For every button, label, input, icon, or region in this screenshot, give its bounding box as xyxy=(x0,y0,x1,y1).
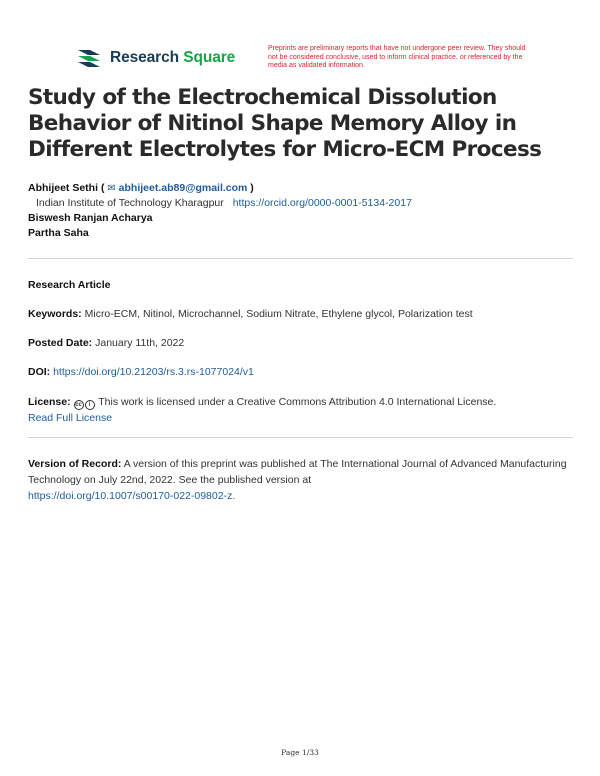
posted-date-label: Posted Date: xyxy=(28,337,93,349)
logo-text xyxy=(110,49,235,67)
affiliation: Indian Institute of Technology Kharagpur xyxy=(36,197,224,209)
logo-research: Research xyxy=(110,49,179,66)
first-author-line: Abhijeet Sethi ( ✉ abhijeet.ab89@gmail.com ) xyxy=(28,182,254,194)
article-type-label: Research Article xyxy=(28,279,111,291)
doi-link[interactable]: https://doi.org/10.21203/rs.3.rs-1077024/v1 xyxy=(53,366,254,378)
first-author-name[interactable]: Abhijeet Sethi xyxy=(28,182,99,194)
second-author-name[interactable]: Biswesh Ranjan Acharya xyxy=(28,212,153,224)
license-row xyxy=(28,394,573,426)
preprint-disclaimer: Preprints are preliminary reports that have not undergone peer review. They should not be considered conclusive, used to inform clinical practice, or referenced by the media as validated information. xyxy=(268,45,526,69)
logo-square: Square xyxy=(183,49,236,66)
envelope-icon: ✉ xyxy=(107,183,116,194)
paper-title: Study of the Electrochemical Dissolution Behavior of Nitinol Shape Memory Alloy in Different Electrolytes for Micro-ECM Process xyxy=(28,85,542,162)
license-text: This work is licensed under a Creative Commons Attribution 4.0 International License. xyxy=(98,396,497,408)
posted-date-row xyxy=(28,335,573,351)
version-of-record-text: A version of this preprint was published at The International Journal of Advanced Manufacturing Technology on July 22nd, 2022. See the published version at xyxy=(28,458,567,486)
cc-icon: cc xyxy=(75,402,82,408)
research-square-logo-icon xyxy=(76,46,102,70)
keywords-label: Keywords: xyxy=(28,308,82,320)
research-square-logo[interactable] xyxy=(76,46,235,70)
divider-top xyxy=(28,258,573,259)
third-author-name[interactable]: Partha Saha xyxy=(28,227,89,239)
author-email-link[interactable]: abhijeet.ab89@gmail.com xyxy=(118,182,248,194)
read-full-license-link[interactable]: Read Full License xyxy=(28,412,113,424)
published-version-link[interactable]: https://doi.org/10.1007/s00170-022-09802-z. xyxy=(28,490,236,502)
keywords-row xyxy=(28,306,573,322)
cc-by-icon: i xyxy=(85,400,95,410)
posted-date-value: January 11th, 2022 xyxy=(95,337,185,349)
doi-label: DOI: xyxy=(28,366,51,378)
version-of-record-row xyxy=(28,456,573,504)
license-label: License: xyxy=(28,396,71,408)
version-of-record-label: Version of Record: xyxy=(28,458,122,470)
affiliation-line xyxy=(28,196,573,211)
authors-block xyxy=(28,181,573,241)
article-type xyxy=(28,277,573,293)
keywords-value: Micro-ECM, Nitinol, Microchannel, Sodium Nitrate, Ethylene glycol, Polarization test xyxy=(84,308,473,320)
page-number: Page 1/33 xyxy=(281,748,319,757)
divider-bottom xyxy=(28,437,573,438)
doi-row xyxy=(28,364,573,380)
orcid-link[interactable]: https://orcid.org/0000-0001-5134-2017 xyxy=(232,197,412,209)
